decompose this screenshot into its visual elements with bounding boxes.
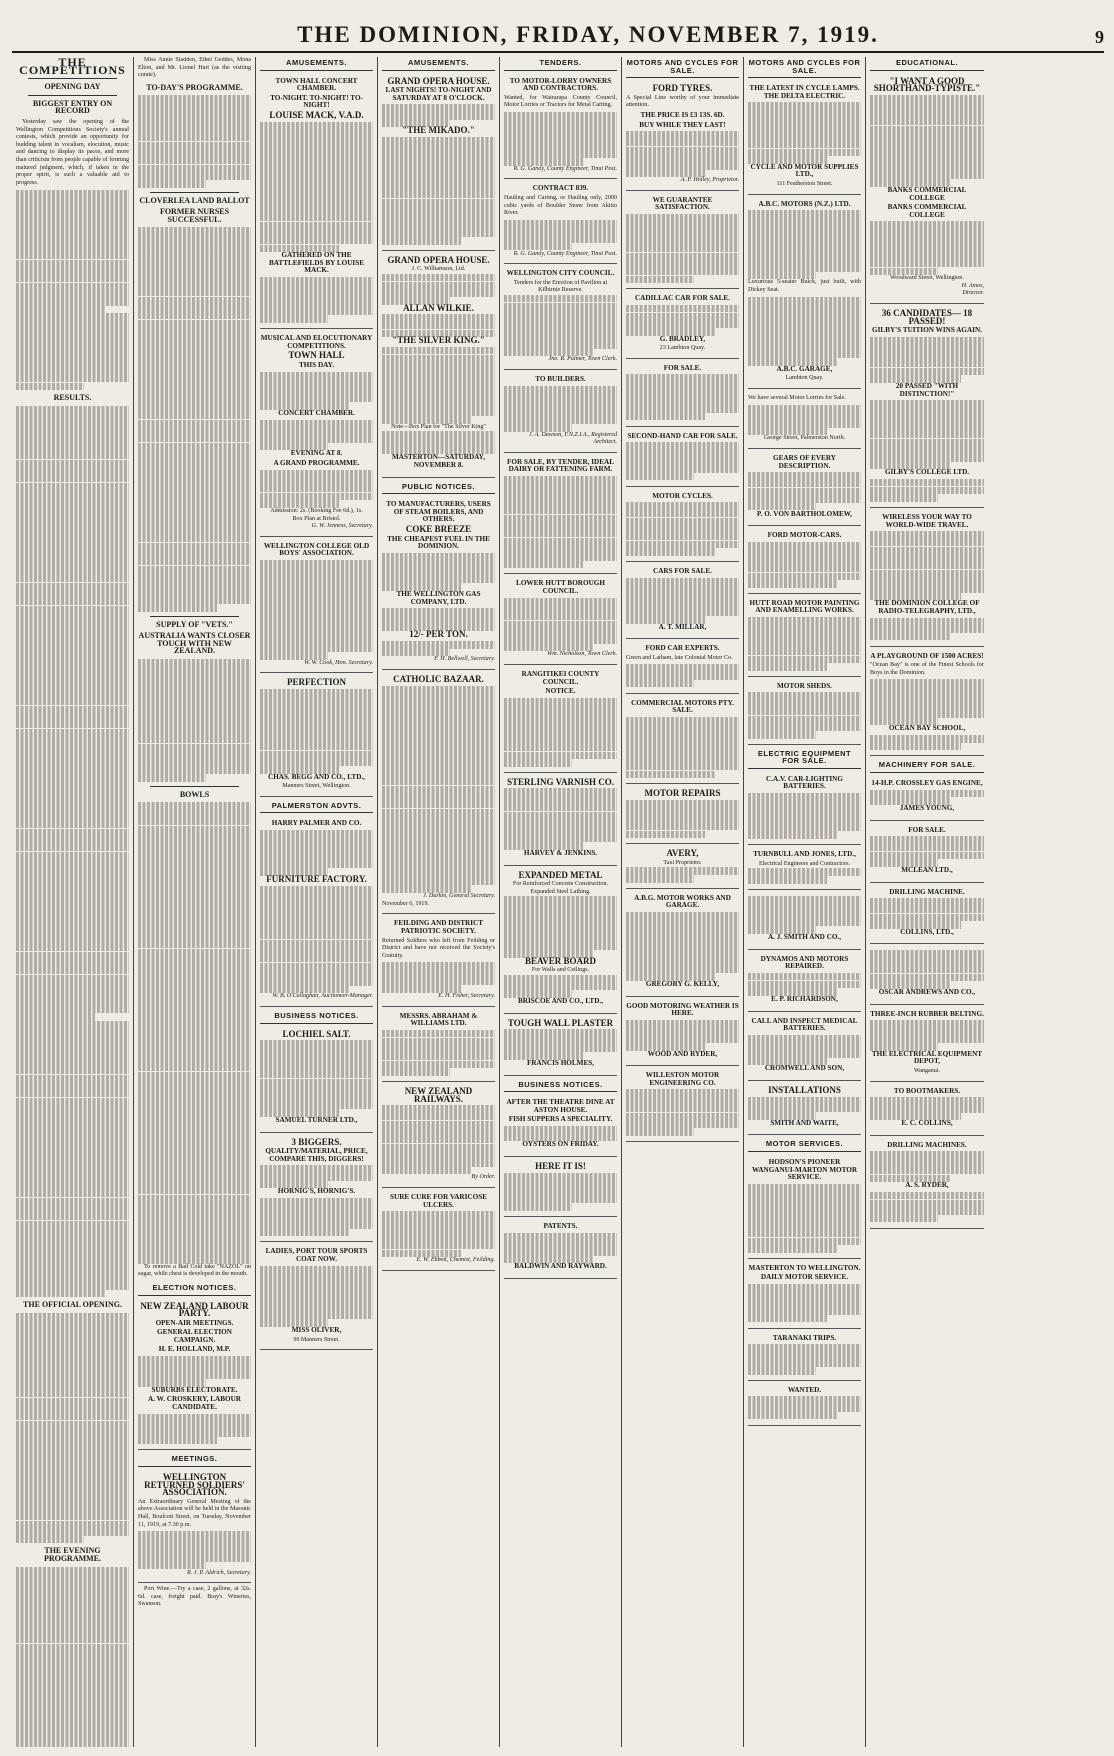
ford-proprietor: A. P. Holley, Proprietor. <box>680 177 739 184</box>
article-subhead: OPENING DAY <box>44 82 101 92</box>
labour-party-title: NEW ZEALAND LABOUR PARTY. <box>140 1300 249 1319</box>
varicose-ad <box>382 1191 495 1271</box>
gilby-college: GILBY'S COLLEGE LTD. <box>884 468 970 477</box>
concert-chamber: CONCERT CHAMBER. <box>278 408 355 417</box>
venue: TOWN HALL CONCERT CHAMBER. <box>275 76 358 93</box>
column-competitions <box>12 57 134 1747</box>
gilby-ad <box>870 307 984 508</box>
educational-heading: EDUCATIONAL. <box>870 57 984 71</box>
feilding-text: Returned Soldiers who left from Feilding or District and have not received the Society's Gratuity. <box>382 937 495 959</box>
vets-subheading: AUSTRALIA WANTS CLOSER TOUCH WITH NEW ZEALAND. <box>138 631 251 656</box>
lower-hutt-clerk: Wm. Nicholson, Town Clerk. <box>547 651 617 658</box>
abg-owner: GREGORY G. KELLY, <box>645 980 720 989</box>
lochiel-agent: SAMUEL TURNER LTD., <box>275 1115 358 1124</box>
perfection: PERFECTION <box>286 677 346 688</box>
admission: Admission: 2s. (Booking Fee 6d.), 1s. <box>270 507 363 514</box>
banks-address: Woodward Street, Wellington. <box>890 275 964 282</box>
dynamos-title: DYNAMOS AND MOTORS REPAIRED. <box>760 954 849 971</box>
cadillac-address: 23 Lambton Quay. <box>659 345 706 352</box>
palmer-ad <box>260 817 373 1007</box>
varicose-chemist: E. W. Ebbett, Chemist, Feilding. <box>416 1257 495 1264</box>
dynamos-ad <box>748 953 861 1012</box>
turnbull-sub: Electrical Engineers and Contractors. <box>758 860 851 867</box>
abc-title: A.B.C. MOTORS (N.Z.) LTD. <box>758 199 851 208</box>
cadillac-title: CADILLAC CAR FOR SALE. <box>634 294 731 303</box>
article-paragraph: Yesterday saw the opening of the Wellington Competitions Society's annual contests, which provide an opportunity for budding talent in vocalism, elocution, music and dancing to display its paces, and more than criticism from people capable of forming matured judgment, which, if taken in the proper spirit, is such a valuable aid to progress. <box>16 118 129 186</box>
ocean-bay-ad <box>870 650 984 757</box>
todays-programme-heading: TO-DAY'S PROGRAMME. <box>146 82 243 92</box>
smith-ad <box>748 893 861 950</box>
gears-ad <box>748 452 861 526</box>
railways-title: NEW ZEALAND RAILWAYS. <box>404 1085 473 1104</box>
abc-garage: A.B.C. GARAGE, <box>776 364 833 373</box>
hodsons-title: HODSON'S PIONEER WANGANUI-MARTON MOTOR SERVICE. <box>751 1157 858 1182</box>
steam-users: TO MANUFACTURERS, USERS OF STEAM BOILERS, AND OTHERS. <box>386 500 491 524</box>
playground: A PLAYGROUND OF 1500 ACRES! <box>870 651 984 660</box>
wood-ryder: WOOD AND RYDER, <box>647 1049 718 1058</box>
for-sale-ad <box>626 362 739 427</box>
abc-motors-ad <box>748 198 861 389</box>
commercial-motors-ad <box>626 697 739 785</box>
expanded-sub: For Reinforced Concrete Construction. Expanded Steel Lathing. <box>512 881 609 895</box>
last-nights: LAST NIGHTS! TO-NIGHT AND SATURDAY AT 8 O'CLOCK. <box>385 86 492 102</box>
feilding-secretary: E. H. Fisher, Secretary. <box>438 993 495 1000</box>
cromwell: CROMWELL AND SON, <box>764 1064 845 1073</box>
depot-name: THE ELECTRICAL EQUIPMENT DEPOT, <box>871 1049 983 1066</box>
delta-title: THE LATEST IN CYCLE LAMPS. THE DELTA ELECTRIC. <box>749 84 860 100</box>
richardson: E. P. RICHARDSON, <box>771 994 838 1003</box>
candidates: 36 CANDIDATES— 18 PASSED! <box>881 308 973 326</box>
cycle-address: 111 Featherston Street. <box>776 181 833 188</box>
taranaki-title: TARANAKI TRIPS. <box>772 1333 837 1342</box>
auctioneer: W. B. O'Callaghan, Auctioneer-Manager. <box>272 993 373 1000</box>
expanded-metal-ad <box>504 869 617 1014</box>
grand-programme: A GRAND PROGRAMME. <box>273 458 360 467</box>
wall-plaster-ad <box>504 1017 617 1076</box>
election-notices-heading: ELECTION NOTICES. <box>138 1282 251 1296</box>
motor-services-heading: MOTOR SERVICES. <box>748 1138 861 1152</box>
wanted-title: WANTED. <box>787 1385 822 1394</box>
ballot-subheading: FORMER NURSES SUCCESSFUL. <box>159 207 230 224</box>
willeston: WILLESTON MOTOR ENGINEERING CO. <box>645 1071 720 1087</box>
banks-director-title: Director. <box>962 290 984 297</box>
business-notices-heading-2: BUSINESS NOTICES. <box>504 1079 617 1093</box>
wireless-title: WIRELESS YOUR WAY TO WORLD-WIDE TRAVEL. <box>882 512 972 529</box>
contract-title: CONTRACT 839. <box>532 184 589 193</box>
amusements-heading-2: AMUSEMENTS. <box>382 57 495 71</box>
gilby-wins: GILBY'S TUITION WINS AGAIN. <box>872 326 982 335</box>
taranaki-ad <box>748 1332 861 1381</box>
town-clerk: Jno. R. Palmer, Town Clerk. <box>548 356 617 363</box>
labour-party-ad <box>138 1300 251 1451</box>
patents-ad <box>504 1220 617 1279</box>
hornigs-heading: 3 BIGGERS. <box>291 1136 342 1147</box>
ocean-text: "Ocean Bay" is one of the Finest Schools for Boys in the Dominion. <box>870 662 984 676</box>
abc-address: Lambton Quay. <box>785 375 824 382</box>
furniture-factory: FURNITURE FACTORY. <box>266 874 367 885</box>
motor-lorry-tender <box>504 75 617 180</box>
ladies-title: LADIES, PORT TOUR SPORTS COAT NOW. <box>265 1247 368 1264</box>
banks-name: BANKS COMMERCIAL COLLEGE <box>887 186 967 202</box>
hornigs-slogan: QUALITY/MATERIAL, PRICE, COMPARE THIS, DIGGERS! <box>265 1147 368 1163</box>
croskery-candidate: A. W. CROSKERY, LABOUR CANDIDATE. <box>148 1395 241 1411</box>
drilling-ad <box>870 886 984 945</box>
public-notices-heading: PUBLIC NOTICES. <box>382 481 495 495</box>
cheapest-fuel: THE CHEAPEST FUEL IN THE DOMINION. <box>387 534 490 551</box>
column-motors-1 <box>622 57 744 1747</box>
hornigs-ad <box>260 1136 373 1243</box>
cadillac-ad <box>626 292 739 359</box>
column-news-2 <box>134 57 256 1747</box>
beaver-sub: For Walls and Ceilings. <box>531 967 590 974</box>
cadillac-seller: G. BRADLEY, <box>659 334 706 343</box>
coke-breeze-ad <box>382 498 495 670</box>
cars-seller: A. T. MILLAR, <box>658 622 707 631</box>
ford-experts-text: Green and Latham, late Colonial Motor Co. <box>626 654 733 661</box>
secondhand-title: SECOND-HAND CAR FOR SALE. <box>627 431 738 440</box>
cycle-supplies: CYCLE AND MOTOR SUPPLIES LTD., <box>750 162 859 179</box>
article-subhead-2: BIGGEST ENTRY ON RECORD <box>32 98 113 116</box>
ballot-heading: CLOVERLEA LAND BALLOT <box>139 195 250 205</box>
ladies-coat-ad <box>260 1245 373 1350</box>
evening-time: EVENING AT 8. <box>290 449 343 458</box>
ford-price: THE PRICE IS £3 13S. 6D. <box>640 110 725 119</box>
ford-tyres-text: A Special Line worthy of your immediate attention. <box>626 94 739 109</box>
hodsons-ad <box>748 1156 861 1259</box>
wireless-ad <box>870 511 984 647</box>
mclean: MCLEAN LTD., <box>901 865 953 874</box>
box-plan-note: Note—Box Plan for "The Silver King" <box>391 423 486 430</box>
article-headline: THE COMPETITIONS <box>19 57 126 77</box>
amusements-heading: AMUSEMENTS. <box>260 57 373 71</box>
box-plan: Box Plan at Bristol. <box>292 515 341 522</box>
rsa-secretary: R. J. P. Aldrich, Secretary. <box>186 1569 251 1576</box>
motor-sheds-ad <box>748 680 861 745</box>
crossley-seller: JAMES YOUNG, <box>899 804 955 812</box>
labour-speaker: H. E. HOLLAND, M.P. <box>158 1345 231 1354</box>
machinery-heading: MACHINERY FOR SALE. <box>870 759 984 773</box>
contract-text: Hauling and Carting, or Hauling only, 2000 cubic yards of Boulder Stone from Akitio River. <box>504 194 617 217</box>
feilding-patriotic-ad <box>382 917 495 1006</box>
gears-maker: P. O. VON BARTHOLOMEW, <box>756 509 853 518</box>
masthead <box>12 14 1104 53</box>
batteries-title: C.A.V. CAR-LIGHTING BATTERIES. <box>766 774 843 791</box>
beaver-board: BEAVER BOARD <box>524 955 597 966</box>
ford-tyres-ad <box>626 82 739 191</box>
lorries-text: We have several Motor Lorries for Sale. <box>748 395 846 401</box>
official-opening-heading: THE OFFICIAL OPENING. <box>23 1300 122 1310</box>
begg-ad <box>260 676 373 796</box>
buy-while-last: BUY WHILE THEY LAST! <box>639 120 726 129</box>
bazaar-date: November 6, 1919. <box>382 900 430 907</box>
oscar-name: OSCAR ANDREWS AND CO., <box>878 987 976 996</box>
oscar-andrews-ad <box>870 947 984 1004</box>
buick-text: Luxurious 5-seater Buick, just built, with Dickey Seat. <box>748 279 861 294</box>
motor-repairs-ad <box>626 787 739 844</box>
belting-ad <box>870 1008 984 1082</box>
cars-for-sale-ad <box>626 565 739 639</box>
here-it-is: HERE IT IS! <box>535 1160 586 1171</box>
rsa-ad <box>138 1471 251 1583</box>
competitions-title: MUSICAL AND ELOCUTIONARY COMPETITIONS. <box>260 334 373 350</box>
secretary: G. W. Jenness, Secretary. <box>311 523 373 530</box>
labour-meetings: OPEN-AIR MEETINGS. <box>155 1318 234 1327</box>
wall-plaster-seller: FRANCIS HOLMES, <box>526 1059 595 1068</box>
competitions-ad <box>260 332 373 537</box>
suburbs-electorate: SUBURBS ELECTORATE. <box>151 1385 238 1394</box>
briscoe: BRISCOE AND CO., LTD., <box>517 997 603 1006</box>
for-sale-machine-ad <box>870 824 984 883</box>
ladies-seller: MISS OLIVER, <box>291 1326 342 1335</box>
smith-waite: SMITH AND WAITE, <box>770 1118 839 1127</box>
architect: J. A. Dawson, F.N.Z.I.A., Registered Architect. <box>528 431 617 446</box>
coke-breeze: COKE BREEZE <box>405 523 472 534</box>
wall-plaster-title: TOUGH WALL PLASTER <box>507 1017 614 1028</box>
bootmakers-ad <box>870 1085 984 1136</box>
ladies-address: 90 Manners Street. <box>293 1336 340 1343</box>
lorry-engineer: R. G. Gandy, County Engineer, Tinui Post. <box>513 165 617 172</box>
drilling-seller: COLLINS, LTD., <box>900 927 954 936</box>
hutt-painting-ad <box>748 597 861 677</box>
vets-heading: SUPPLY OF "VETS." <box>156 619 233 629</box>
feilding-title: FEILDING AND DISTRICT PATRIOTIC SOCIETY. <box>393 919 484 935</box>
ford-motorcars: FORD MOTOR-CARS. <box>767 531 842 540</box>
railways-order: By Order. <box>471 1174 495 1181</box>
evening-programme-heading: THE EVENING PROGRAMME. <box>43 1546 102 1564</box>
motor-cycles-ad <box>626 490 739 562</box>
masthead-title: THE DOMINION, FRIDAY, NOVEMBER 7, 1919. <box>297 22 879 47</box>
performer: LOUISE MACK, V.A.D. <box>269 109 364 120</box>
banks-college-ad <box>870 75 984 304</box>
mikado: "THE MIKADO." <box>402 125 475 136</box>
belting-title: THREE-INCH RUBBER BELTING. <box>870 1009 984 1018</box>
ford-experts: FORD CAR EXPERTS. <box>645 644 720 653</box>
council-title: WELLINGTON CITY COUNCIL. <box>506 269 615 278</box>
good-weather: GOOD MOTORING WEATHER IS HERE. <box>626 1001 739 1018</box>
distinction: 20 PASSED "WITH DISTINCTION!" <box>895 381 959 398</box>
gears-title: GEARS OF EVERY DESCRIPTION. <box>773 453 836 470</box>
avery-taxi-ad <box>626 847 739 889</box>
column-amusements-1 <box>256 57 378 1747</box>
sterling-varnish-ad <box>504 776 617 866</box>
college-title: WELLINGTON COLLEGE OLD BOYS' ASSOCIATION. <box>263 541 370 558</box>
batteries-ad <box>748 773 861 845</box>
patents-firm: BALDWIN AND RAYWARD. <box>514 1262 607 1271</box>
shorthand-quote: "I WANT A GOOD SHORTHAND-TYPISTE." <box>873 75 981 94</box>
tonight: TO-NIGHT. TO-NIGHT! TO-NIGHT! <box>270 93 363 110</box>
lochiel-title: LOCHIEL SALT. <box>282 1028 351 1039</box>
this-day: THIS DAY. <box>298 360 335 369</box>
motor-sheds: MOTOR SHEDS. <box>777 681 832 690</box>
good-weather-ad <box>626 1000 739 1067</box>
here-it-is-ad <box>504 1160 617 1217</box>
pavilion: Tenders for the Erection of Pavilion at Kilbirnie Reserve. <box>513 279 608 294</box>
motors-heading: MOTORS AND CYCLES FOR SALE. <box>626 57 739 78</box>
bazaar-title: CATHOLIC BAZAAR. <box>393 673 484 684</box>
daily-service: DAILY MOTOR SERVICE. <box>760 1273 849 1282</box>
lochiel-salt-ad <box>260 1028 373 1133</box>
secondhand-ad <box>626 430 739 487</box>
patents-title: PATENTS. <box>543 1222 578 1230</box>
varicose-title: SURE CURE FOR VARICOSE ULCERS. <box>390 1192 487 1209</box>
bowls-heading: BOWLS <box>179 789 210 799</box>
abraham-title: MESSRS. ABRAHAM & WILLIAMS LTD. <box>399 1011 478 1028</box>
palmerston-heading: PALMERSTON ADVTS. <box>260 800 373 814</box>
oysters: OYSTERS ON FRIDAY. <box>522 1140 599 1149</box>
show-title: GATHERED ON THE BATTLEFIELDS BY LOUISE MACK. <box>268 251 365 275</box>
banks-name-2: BANKS COMMERCIAL COLLEGE <box>887 203 967 219</box>
drilling-title: DRILLING MACHINE. <box>889 887 965 896</box>
contract-839 <box>504 182 617 264</box>
radio-college: THE DOMINION COLLEGE OF RADIO-TELEGRAPHY, LTD., <box>874 599 980 615</box>
sterling-title: STERLING VARNISH CO. <box>507 776 614 787</box>
lorries-address: George Street, Palmerston North. <box>763 435 846 442</box>
town-hall-concert-ad <box>260 75 373 330</box>
farm-title: FOR SALE, BY TENDER, IDEAL DAIRY OR FATTENING FARM. <box>506 457 615 474</box>
machine-sale: FOR SALE. <box>908 825 946 834</box>
avery-sub: Taxi Proprietor. <box>663 859 702 866</box>
column-tenders <box>500 57 622 1747</box>
medical-batteries-ad <box>748 1015 861 1082</box>
lorry-title: TO MOTOR-LORRY OWNERS AND CONTRACTORS. <box>509 76 612 93</box>
catholic-bazaar-ad <box>382 673 495 914</box>
city-council-tender <box>504 267 617 370</box>
town-hall: TOWN HALL <box>288 350 345 361</box>
page-number: 9 <box>1095 27 1104 47</box>
palmer-name: HARRY PALMER AND CO. <box>271 819 362 828</box>
depot-address: Wanganui. <box>913 1068 941 1075</box>
aston-house-ad <box>504 1096 617 1157</box>
guarantee-ad <box>626 194 739 289</box>
lorry-text: Wanted, for Wairarapa County Council, Motor Lorries or Tractors for Metal Carting. <box>504 94 617 109</box>
column-amusements-2 <box>378 57 500 1747</box>
delta-lamp-ad <box>748 82 861 194</box>
hutt-title: HUTT ROAD MOTOR PAINTING AND ENAMELLING WORKS. <box>749 598 860 615</box>
lessee: J. C. Williamson, Ltd. <box>411 266 466 273</box>
rsa-text: An Extraordinary General Meeting of the above Association will be held in the Masonic Hall, Boulcott Street, on Tuesday, November 11, 1919, at 7.30 p.m. <box>138 1498 251 1528</box>
ford-motorcars-ad <box>748 529 861 594</box>
banks-director: H. Amos, <box>961 282 984 289</box>
fish-suppers: FISH SUPPERS A SPECIALITY. <box>508 1115 613 1124</box>
rangitikei-title: RANGITIKEI COUNTY COUNCIL. <box>521 669 600 686</box>
commercial-title: COMMERCIAL MOTORS PTY. SALE. <box>631 698 734 715</box>
gas-secretary: F. H. Bellwell, Secretary. <box>434 656 495 663</box>
lorries-ad <box>748 392 861 449</box>
nazol-notice: To remove a Bad Cold take "NAZOL" on sugar, while chest is developed in the mouth. <box>138 1263 251 1278</box>
turnbull-ad <box>748 848 861 890</box>
allan-wilkie: ALLAN WILKIE. <box>403 302 474 313</box>
meetings-heading: MEETINGS. <box>138 1453 251 1467</box>
crossley-title: 14-H.P. CROSSLEY GAS ENGINE, <box>871 779 983 788</box>
port-wine-ad: Port Wine.—Try a case, 2 gallons, at 32s. 6d. case, freight paid. Bray's Wineries, Swanson. <box>138 1586 251 1608</box>
bootmakers-title: TO BOOTMAKERS. <box>893 1086 961 1095</box>
abraham-williams-ad <box>382 1010 495 1082</box>
turnbull-title: TURNBULL AND JONES, LTD., <box>753 850 856 859</box>
lower-hutt-tender <box>504 577 617 665</box>
repairs-title: MOTOR REPAIRS <box>644 788 721 799</box>
sterling-agents: HARVEY & JENKINS. <box>523 848 598 857</box>
column-motors-2 <box>744 57 866 1747</box>
column-educational <box>866 57 988 1747</box>
expanded-title: EXPANDED METAL <box>518 869 603 880</box>
ford-experts-ad <box>626 642 739 693</box>
builders-title: TO BUILDERS. <box>535 374 586 383</box>
smith-title: A. J. SMITH AND CO., <box>767 933 842 942</box>
opera-mikado-ad <box>382 75 495 251</box>
guarantee: WE GUARANTEE SATISFACTION. <box>652 195 713 212</box>
rangitikei-notice-label: NOTICE. <box>545 687 576 696</box>
tenders-heading: TENDERS. <box>504 57 617 71</box>
motor-cycles-title: MOTOR CYCLES. <box>652 491 713 500</box>
electric-heading: ELECTRIC EQUIPMENT FOR SALE. <box>748 748 861 769</box>
abg-title: A.B.G. MOTOR WORKS AND GARAGE. <box>634 893 731 910</box>
opera-silver-king-ad <box>382 254 495 478</box>
bootmakers-seller: E. C. COLLINS, <box>901 1119 953 1128</box>
willeston-ad <box>626 1069 739 1141</box>
installations-ad <box>748 1084 861 1135</box>
for-sale-title: FOR SALE. <box>663 363 702 372</box>
drilling-machines: DRILLING MACHINES. <box>887 1140 967 1149</box>
results-heading: RESULTS. <box>53 393 92 403</box>
begg-address: Manners Street, Wellington. <box>282 783 351 790</box>
masterton-service-ad <box>748 1262 861 1329</box>
aston-title: AFTER THE THEATRE DINE AT ASTON HOUSE. <box>506 1098 615 1114</box>
drilling-machines-ad <box>870 1139 984 1229</box>
bazaar-secretary: J. Durkin, General Secretary. <box>423 893 495 900</box>
coke-price: 12/- PER TON. <box>409 629 468 640</box>
rangitikei-notice <box>504 668 617 773</box>
lower-hutt-title: LOWER HUTT BOROUGH COUNCIL. <box>516 579 605 595</box>
abg-garage-ad <box>626 892 739 997</box>
rsa-title: WELLINGTON RETURNED SOLDIERS' ASSOCIATION. <box>144 1471 245 1498</box>
medical-title: CALL AND INSPECT MEDICAL BATTERIES. <box>751 1016 858 1033</box>
begg-name: CHAS. BEGG AND CO., LTD., <box>268 772 365 781</box>
gas-company: THE WELLINGTON GAS COMPANY, LTD. <box>396 590 481 606</box>
crossley-ad <box>870 777 984 821</box>
labour-campaign: GENERAL ELECTION CAMPAIGN. <box>157 1328 232 1344</box>
builders-tender <box>504 373 617 453</box>
installations: INSTALLATIONS <box>768 1085 841 1096</box>
column-container <box>12 57 1104 1747</box>
ocean-school: OCEAN BAY SCHOOL, <box>888 724 966 733</box>
opera-house: GRAND OPERA HOUSE. <box>387 75 490 86</box>
college-secretary: W. W. Cook, Hon. Secretary. <box>304 659 373 666</box>
cars-title: CARS FOR SALE. <box>653 566 712 575</box>
contract-engineer: R. G. Gandy, County Engineer, Tinui Post. <box>513 250 617 257</box>
article-paragraph: Miss Annie Sladden, Ethel Geddes, Mona Elton, and Mr. Lionel Hart (as the visiting curate). <box>138 57 251 79</box>
motors-heading-2: MOTORS AND CYCLES FOR SALE. <box>748 57 861 78</box>
college-old-boys-ad <box>260 540 373 674</box>
silver-king: "THE SILVER KING." <box>392 335 485 346</box>
masterton-date: MASTERTON—SATURDAY, NOVEMBER 8. <box>391 453 485 469</box>
railways-ad <box>382 1085 495 1188</box>
wanted-ad <box>748 1384 861 1426</box>
avery: AVERY, <box>666 848 699 859</box>
ford-tyres: FORD TYRES. <box>652 83 713 94</box>
masterton-title: MASTERTON TO WELLINGTON. <box>748 1263 861 1272</box>
opera-house-2: GRAND OPERA HOUSE. <box>387 254 490 265</box>
business-notices-heading: BUSINESS NOTICES. <box>260 1010 373 1024</box>
drilling-seller-2: A. S. RYDER, <box>905 1181 949 1190</box>
farm-tender <box>504 456 617 574</box>
hornigs-name: HORNIG'S, HORNIG'S. <box>277 1187 356 1196</box>
